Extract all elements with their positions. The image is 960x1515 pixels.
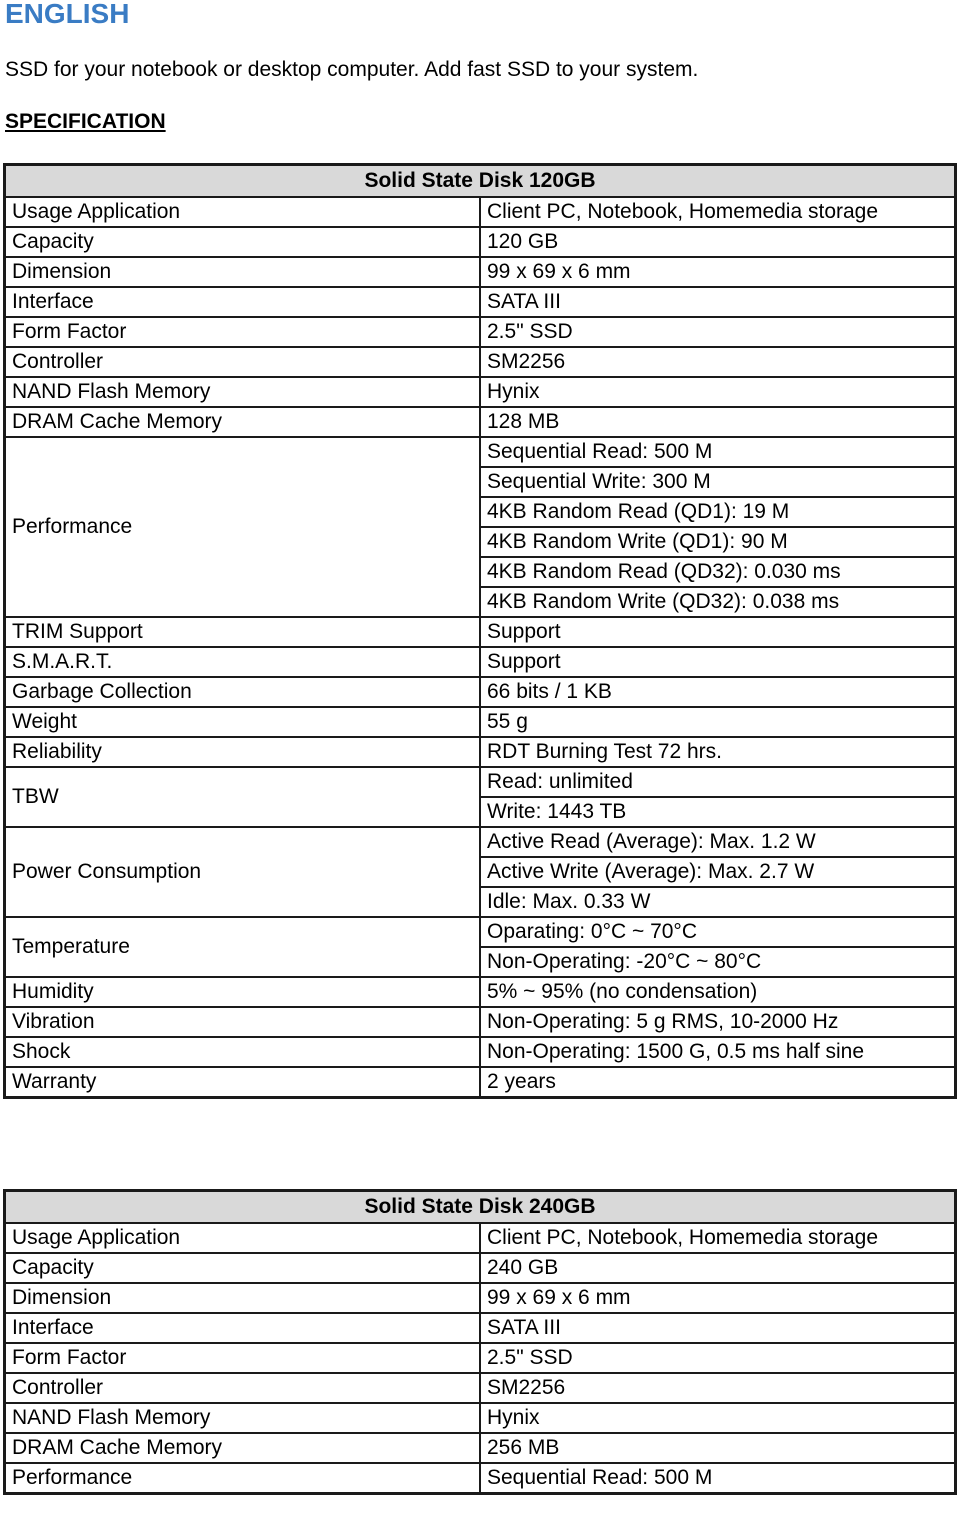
spec-label: S.M.A.R.T. (5, 647, 481, 677)
spec-label: Vibration (5, 1007, 481, 1037)
spec-label: Form Factor (5, 317, 481, 347)
spec-value: 55 g (480, 707, 956, 737)
table-row (5, 917, 956, 947)
table-row (5, 1313, 956, 1343)
spec-value: Client PC, Notebook, Homemedia storage (480, 1223, 956, 1253)
spec-label: Interface (5, 1313, 481, 1343)
table-row (5, 1343, 956, 1373)
table-row (5, 407, 956, 437)
table-row (5, 677, 956, 707)
table-row (5, 707, 956, 737)
spec-value: Non-Operating: -20°C ~ 80°C (480, 947, 956, 977)
table-row (5, 197, 956, 227)
spec-label: NAND Flash Memory (5, 1403, 481, 1433)
spec-value: Client PC, Notebook, Homemedia storage (480, 197, 956, 227)
spec-value: Sequential Write: 300 M (480, 467, 956, 497)
table-row (5, 977, 956, 1007)
spec-value: 66 bits / 1 KB (480, 677, 956, 707)
table-row (5, 827, 956, 857)
table-header-row (5, 165, 956, 198)
spec-value: Active Read (Average): Max. 1.2 W (480, 827, 956, 857)
table-row (5, 617, 956, 647)
spec-label: TBW (5, 767, 481, 827)
spec-value: Non-Operating: 5 g RMS, 10-2000 Hz (480, 1007, 956, 1037)
spec-value: Support (480, 647, 956, 677)
spec-label: Performance (5, 437, 481, 617)
spec-value: Active Write (Average): Max. 2.7 W (480, 857, 956, 887)
spec-label: Dimension (5, 1283, 481, 1313)
specification-title: SPECIFICATION (5, 110, 166, 133)
table-row (5, 1373, 956, 1403)
spec-value: RDT Burning Test 72 hrs. (480, 737, 956, 767)
table-header-row (5, 1191, 956, 1224)
spec-value: 99 x 69 x 6 mm (480, 257, 956, 287)
spec-value: Sequential Read: 500 M (480, 1463, 956, 1494)
spec-value: Hynix (480, 377, 956, 407)
spec-value: SM2256 (480, 1373, 956, 1403)
table-row (5, 227, 956, 257)
spec-label: Power Consumption (5, 827, 481, 917)
table-row (5, 1007, 956, 1037)
spec-table-120gb (3, 163, 957, 1099)
spec-value: SATA III (480, 287, 956, 317)
spec-label: Capacity (5, 1253, 481, 1283)
spec-label: Usage Application (5, 197, 481, 227)
spec-label: NAND Flash Memory (5, 377, 481, 407)
spec-label: Interface (5, 287, 481, 317)
spec-label: TRIM Support (5, 617, 481, 647)
spec-value: 120 GB (480, 227, 956, 257)
spec-label: Controller (5, 347, 481, 377)
table-row (5, 257, 956, 287)
table-row (5, 737, 956, 767)
spec-label: Form Factor (5, 1343, 481, 1373)
table-row (5, 317, 956, 347)
spec-label: Weight (5, 707, 481, 737)
spec-value: 2.5" SSD (480, 1343, 956, 1373)
spec-value: 4KB Random Write (QD32): 0.038 ms (480, 587, 956, 617)
spec-value: Read: unlimited (480, 767, 956, 797)
spec-value: Hynix (480, 1403, 956, 1433)
spec-value: Idle: Max. 0.33 W (480, 887, 956, 917)
spec-value: 99 x 69 x 6 mm (480, 1283, 956, 1313)
spec-label: Controller (5, 1373, 481, 1403)
spec-label: Usage Application (5, 1223, 481, 1253)
spec-label: Reliability (5, 737, 481, 767)
table-row (5, 767, 956, 797)
spec-value: 4KB Random Write (QD1): 90 M (480, 527, 956, 557)
table-row (5, 1223, 956, 1253)
spec-table-240gb (3, 1189, 957, 1495)
spec-label: Performance (5, 1463, 481, 1494)
table-row (5, 647, 956, 677)
spec-value: 4KB Random Read (QD1): 19 M (480, 497, 956, 527)
table-title: Solid State Disk 240GB (5, 1191, 956, 1224)
table-row (5, 347, 956, 377)
spec-label: DRAM Cache Memory (5, 407, 481, 437)
spec-value: 240 GB (480, 1253, 956, 1283)
spec-value: SM2256 (480, 347, 956, 377)
intro-text: SSD for your notebook or desktop computer. Add fast SSD to your system. (5, 58, 699, 81)
spec-label: Temperature (5, 917, 481, 977)
table-row (5, 287, 956, 317)
spec-label: Shock (5, 1037, 481, 1067)
table-row (5, 1433, 956, 1463)
table-row (5, 1283, 956, 1313)
spec-label: Capacity (5, 227, 481, 257)
spec-value: Non-Operating: 1500 G, 0.5 ms half sine (480, 1037, 956, 1067)
spec-label: Humidity (5, 977, 481, 1007)
spec-value: Write: 1443 TB (480, 797, 956, 827)
spec-label: Warranty (5, 1067, 481, 1098)
spec-value: 4KB Random Read (QD32): 0.030 ms (480, 557, 956, 587)
spec-value: Oparating: 0°C ~ 70°C (480, 917, 956, 947)
table-row (5, 1253, 956, 1283)
spec-value: Support (480, 617, 956, 647)
table-row (5, 1463, 956, 1494)
table-title: Solid State Disk 120GB (5, 165, 956, 198)
spec-value: Sequential Read: 500 M (480, 437, 956, 467)
spec-value: 5% ~ 95% (no condensation) (480, 977, 956, 1007)
table-row (5, 1067, 956, 1098)
spec-value: SATA III (480, 1313, 956, 1343)
language-heading: ENGLISH (5, 0, 130, 29)
table-row (5, 377, 956, 407)
spec-label: DRAM Cache Memory (5, 1433, 481, 1463)
table-row (5, 1403, 956, 1433)
spec-value: 2 years (480, 1067, 956, 1098)
spec-value: 2.5" SSD (480, 317, 956, 347)
spec-label: Dimension (5, 257, 481, 287)
spec-label: Garbage Collection (5, 677, 481, 707)
table-row (5, 1037, 956, 1067)
table-row (5, 437, 956, 467)
spec-value: 256 MB (480, 1433, 956, 1463)
spec-value: 128 MB (480, 407, 956, 437)
